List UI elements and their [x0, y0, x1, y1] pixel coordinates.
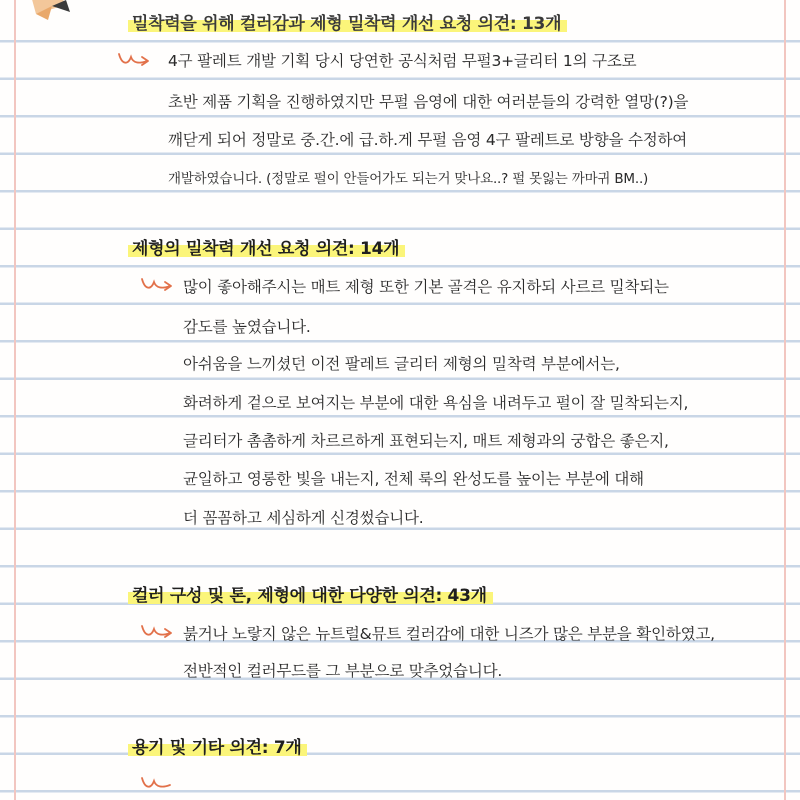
pencil-icon — [22, 0, 72, 32]
section-1-line-1: 4구 팔레트 개발 기획 당시 당연한 공식처럼 무펄3+글리터 1의 구조로 — [168, 52, 637, 70]
arrow-icon — [140, 775, 174, 793]
section-heading-formula: 밀착력을 위해 컬러감과 제형 밀착력 개선 요청 의견: 13개 — [128, 9, 567, 34]
arrow-icon — [140, 623, 174, 641]
section-heading-package-other: 용기 및 기타 의견: 7개 — [128, 733, 307, 758]
right-margin-line — [784, 0, 786, 800]
section-1-line-3: 깨닫게 되어 정말로 중.간.에 급.하.게 무펄 음영 4구 팔레트로 방향을 수정하여 — [168, 131, 688, 149]
section-3-line-2: 전반적인 컬러무드를 그 부분으로 맞추었습니다. — [183, 662, 503, 680]
section-2-line-7: 더 꼼꼼하고 세심하게 신경썼습니다. — [183, 509, 424, 527]
section-2-line-2: 감도를 높였습니다. — [183, 318, 311, 336]
left-margin-line — [14, 0, 16, 800]
section-2-line-6: 균일하고 영롱한 빛을 내는지, 전체 룩의 완성도를 높이는 부분에 대해 — [183, 470, 644, 488]
section-2-line-1: 많이 좋아해주시는 매트 제형 또한 기본 골격은 유지하되 사르르 밀착되는 — [183, 278, 669, 296]
arrow-icon — [140, 276, 174, 294]
section-2-line-3: 아쉬움을 느끼셨던 이전 팔레트 글리터 제형의 밀착력 부분에서는, — [183, 355, 620, 373]
section-2-line-4: 화려하게 겉으로 보여지는 부분에 대한 욕심을 내려두고 펄이 잘 밀착되는지, — [183, 394, 689, 412]
section-1-line-4: 개발하였습니다. (정말로 펄이 안들어가도 되는거 맞나요..? 펄 못잃는 까마귀 BM..) — [168, 171, 649, 187]
section-1-line-2: 초반 제품 기획을 진행하였지만 무펄 음영에 대한 여러분들의 강력한 열망(?)을 — [168, 93, 689, 111]
section-heading-texture-adhesion: 제형의 밀착력 개선 요청 의견: 14개 — [128, 234, 405, 259]
section-3-line-1: 붉거나 노랗지 않은 뉴트럴&뮤트 컬러감에 대한 니즈가 많은 부분을 확인하였고, — [183, 625, 715, 643]
arrow-icon — [117, 51, 151, 69]
section-2-line-5: 글리터가 촘촘하게 차르르하게 표현되는지, 매트 제형과의 궁합은 좋은지, — [183, 432, 669, 450]
section-heading-color-tone: 컬러 구성 및 톤, 제형에 대한 다양한 의견: 43개 — [128, 581, 493, 606]
